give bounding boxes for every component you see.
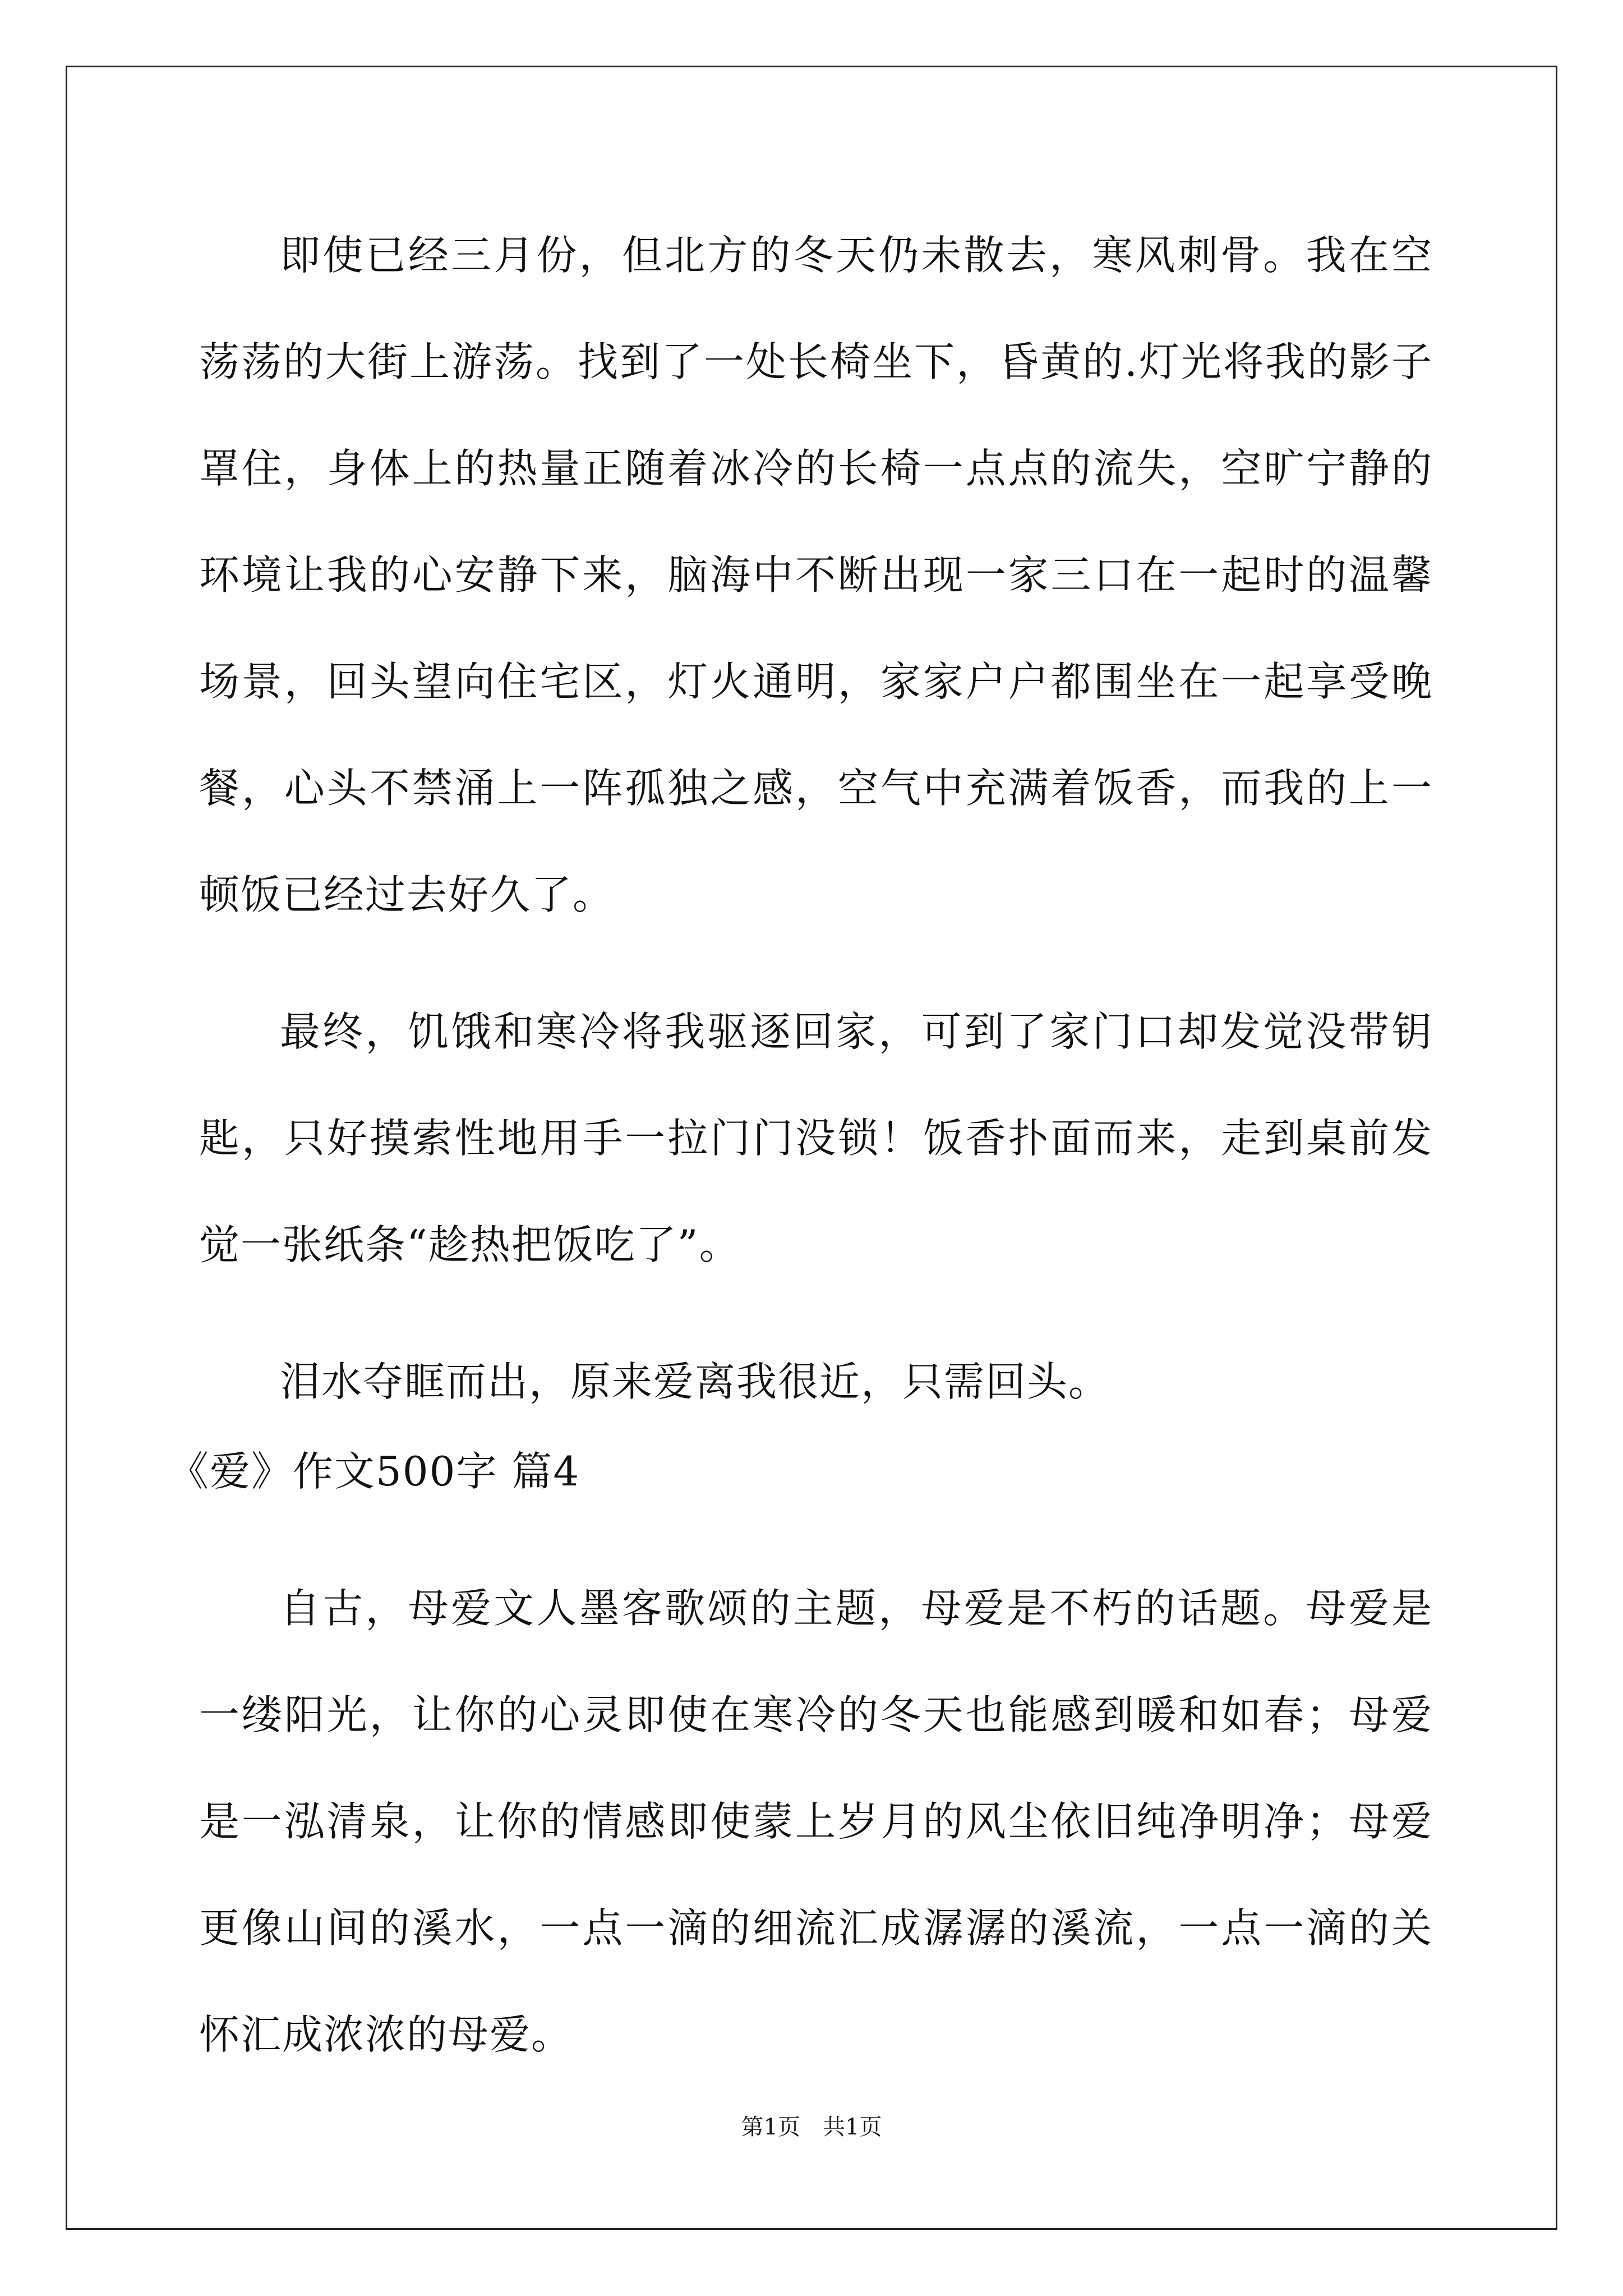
document-body (168, 202, 1433, 2118)
paragraph-4: 自古，母爱文人墨客歌颂的主题，母爱是不朽的话题。母爱是一缕阳光，让你的心灵即使在寒冷的冬天也能感到暖和如春；母爱是一泓清泉，让你的情感即使蒙上岁月的风尘依旧纯净明净；母爱更像山间的溪水，一点一滴的细流汇成潺潺的溪流，一点一滴的关怀汇成浓浓的母爱。 (199, 1585, 1433, 2058)
paragraph-1: 即使已经三月份，但北方的冬天仍未散去，寒风刺骨。我在空荡荡的大街上游荡。找到了一处长椅坐下，昏黄的.灯光将我的影子罩住，身体上的热量正随着冰冷的长椅一点点的流失，空旷宁静的环境让我的心安静下来，脑海中不断出现一家三口在一起时的温馨场景，回头望向住宅区，灯火通明，家家户户都围坐在一起享受晚餐，心头不禁涌上一阵孤独之感，空气中充满着饭香，而我的上一顿饭已经过去好久了。 (199, 232, 1433, 918)
section-heading: 《爱》作文500字 篇4 (168, 1448, 580, 1495)
page-footer: 第1页 共1页 (741, 2114, 882, 2140)
paragraph-3: 泪水夺眶而出，原来爱离我很近，只需回头。 (280, 1358, 1110, 1405)
paragraph-2: 最终，饥饿和寒冷将我驱逐回家，可到了家门口却发觉没带钥匙，只好摸索性地用手一拉门门没锁！饭香扑面而来，走到桌前发觉一张纸条“趁热把饭吃了”。 (199, 1008, 1433, 1268)
